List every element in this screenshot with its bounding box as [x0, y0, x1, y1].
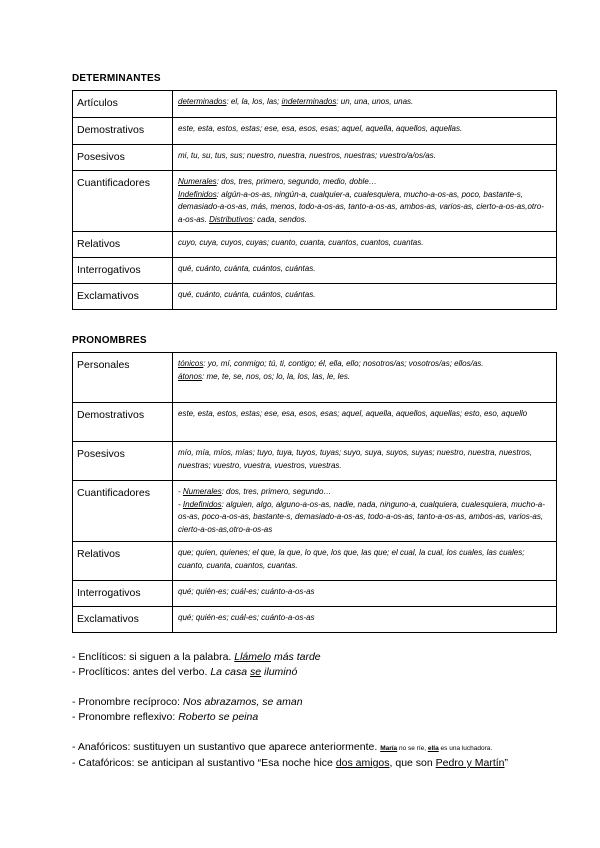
- text-span: es una luchadora.: [438, 745, 493, 752]
- text-span: : un, una, unos, unas.: [336, 97, 414, 106]
- text-span: - Catafóricos: se anticipan al sustantivo “Esa noche hice: [72, 757, 336, 769]
- category-cell: Relativos: [73, 542, 173, 581]
- text-span: determinados: [178, 97, 227, 106]
- determinantes-table: [72, 90, 557, 310]
- determinante-row: [73, 171, 557, 232]
- definition-cell: [173, 403, 557, 442]
- definition-cell: [173, 232, 557, 258]
- text-span: tónicos: [178, 359, 204, 368]
- determinante-row: [73, 232, 557, 258]
- pronombre-row: [73, 353, 557, 403]
- text-span: : alguien, algo, alguno-a-os-as, nadie, nada, ninguno-a, cualquiera, cualesquiera, mucho-a-os-as, poco-a-os-as, bastante-s, demasiado-a-os-as, todo-a-os-as, tanto-a-os-as, ambos-as, varios-as, cierto-a-os-as,otro-a-os-as: [178, 499, 545, 534]
- definition-cell: [173, 607, 557, 633]
- text-span: Numerales: [178, 177, 217, 186]
- text-span: -: [178, 487, 183, 496]
- text-span: no se ríe,: [397, 745, 428, 752]
- text-span: indeterminados: [281, 97, 337, 106]
- definition-cell: [173, 353, 557, 403]
- determinante-row: [73, 258, 557, 284]
- text-span: : me, te, se, nos, os; lo, la, los, las, le, les.: [202, 371, 351, 381]
- text-span: Indefinidos: [182, 499, 222, 509]
- text-span: más tarde: [271, 651, 321, 663]
- definition-cell: [173, 91, 557, 118]
- category-cell: Personales: [73, 353, 173, 403]
- text-span: Numerales: [182, 487, 222, 496]
- text-span: mío, mía, míos, mías; tuyo, tuya, tuyos, tuyas; suyo, suya, suyos, suyas; nuestro, nuestra, nuestros, nuestras; vuestro, vuestra, vuestros, vuestras.: [178, 448, 532, 470]
- category-cell: Exclamativos: [73, 284, 173, 310]
- text-span: Llámelo: [234, 651, 272, 663]
- text-span: - Pronombre reflexivo:: [72, 711, 179, 723]
- text-span: : yo, mí, conmigo; tú, ti, contigo; él, ella, ello; nosotros/as; vosotros/as; ellos/as.: [203, 359, 484, 368]
- determinante-row: [73, 91, 557, 118]
- text-span: : dos, tres, primero, segundo…: [221, 487, 332, 496]
- pronombre-row: [73, 581, 557, 607]
- category-cell: Exclamativos: [73, 607, 173, 633]
- category-cell: Artículos: [73, 91, 173, 118]
- determinante-row: [73, 118, 557, 145]
- definition-cell: [173, 481, 557, 542]
- text-span: mi, tu, su, tus, sus; nuestro, nuestra, nuestros, nuestras; vuestro/a/os/as.: [178, 151, 436, 160]
- category-cell: Interrogativos: [73, 258, 173, 284]
- pronombre-row: [73, 607, 557, 633]
- text-span: : algún-a-os-as, ningún-a, cualquier-a, cualesquiera, mucho-a-os-as, poco, bastante-s, demasiado-a-os-as, más, menos, todo-a-os-as, tanto-a-os-as, ambos-as, varios-as, cierto-a-os-as,otro-a-os-as.: [178, 189, 544, 224]
- category-cell: Demostrativos: [73, 118, 173, 145]
- definition-cell: [173, 258, 557, 284]
- note-line: [72, 710, 572, 725]
- category-cell: Interrogativos: [73, 581, 173, 607]
- text-span: María: [380, 745, 398, 752]
- category-cell: Demostrativos: [73, 403, 173, 442]
- category-cell: Posesivos: [73, 442, 173, 481]
- text-span: Roberto se peina: [178, 711, 259, 723]
- pronombres-title: PRONOMBRES: [72, 335, 147, 346]
- pronombre-row: [73, 481, 557, 542]
- definition-cell: [173, 542, 557, 581]
- text-span: este, esta, estos, estas; ese, esa, esos, esas; aquel, aquella, aquellos, aquellas.: [178, 124, 463, 133]
- definition-cell: [173, 171, 557, 232]
- category-cell: Relativos: [73, 232, 173, 258]
- text-span: : cada, sendos.: [252, 214, 307, 224]
- text-span: - Anafóricos: sustituyen un sustantivo que aparece anteriormente.: [72, 741, 381, 753]
- determinante-row: [73, 284, 557, 310]
- determinantes-title: DETERMINANTES: [72, 73, 161, 84]
- text-span: dos amigos: [335, 757, 390, 769]
- text-span: - Proclíticos: antes del verbo.: [72, 666, 211, 678]
- notes-section: [72, 650, 572, 771]
- text-span: iluminó: [261, 666, 298, 678]
- pronombres-table: [72, 352, 557, 633]
- note-line: [72, 740, 572, 756]
- note-spacer: [72, 725, 572, 740]
- text-span: qué, cuánto, cuánta, cuántos, cuántas.: [178, 264, 316, 273]
- determinante-row: [73, 145, 557, 171]
- note-spacer: [72, 680, 572, 695]
- text-span: Nos abrazamos, se aman: [182, 696, 303, 708]
- pronombre-row: [73, 442, 557, 481]
- text-span: qué; quién-es; cuál-es; cuánto-a-os-as: [178, 587, 315, 596]
- text-span: : el, la, los, las;: [226, 97, 282, 106]
- category-cell: Posesivos: [73, 145, 173, 171]
- text-span: Indefinidos: [178, 189, 217, 199]
- category-cell: Cuantificadores: [73, 481, 173, 542]
- definition-cell: [173, 145, 557, 171]
- pronombre-row: [73, 403, 557, 442]
- text-span: - Enclíticos: si siguen a la palabra.: [72, 651, 235, 663]
- text-span: átonos: [178, 371, 203, 381]
- text-span: se: [250, 666, 262, 678]
- note-line: [72, 756, 572, 771]
- text-span: qué; quién-es; cuál-es; cuánto-a-os-as: [178, 613, 315, 622]
- text-span: : dos, tres, primero, segundo, medio, doble…: [216, 177, 377, 186]
- definition-cell: [173, 442, 557, 481]
- text-span: que; quien, quienes; el que, la que, lo que, los que, las que; el cual, la cual, los cuales, las cuales; cuanto, cuanta, cuantos, cuantas.: [178, 548, 525, 570]
- note-line: [72, 695, 572, 710]
- text-span: este, esta, estos, estas; ese, esa, esos, esas; aquel, aquella, aquellos, aquellas; esto, eso, aquello: [178, 409, 528, 418]
- pronombre-row: [73, 542, 557, 581]
- definition-cell: [173, 581, 557, 607]
- category-cell: Cuantificadores: [73, 171, 173, 232]
- text-span: Pedro y Martín: [435, 757, 505, 769]
- text-span: -: [178, 499, 183, 509]
- text-span: - Pronombre recíproco:: [72, 696, 183, 708]
- text-span: ”: [504, 757, 509, 769]
- text-span: Distributivos: [209, 214, 253, 224]
- text-span: , que son: [389, 757, 436, 769]
- note-line: [72, 665, 572, 680]
- text-span: La casa: [210, 666, 251, 678]
- definition-cell: [173, 284, 557, 310]
- text-span: cuyo, cuya, cuyos, cuyas; cuanto, cuanta, cuantos, cuantos, cuantas.: [178, 238, 424, 247]
- definition-cell: [173, 118, 557, 145]
- note-line: [72, 650, 572, 665]
- text-span: qué, cuánto, cuánta, cuántos, cuántas.: [178, 290, 316, 299]
- text-span: ella: [427, 745, 439, 752]
